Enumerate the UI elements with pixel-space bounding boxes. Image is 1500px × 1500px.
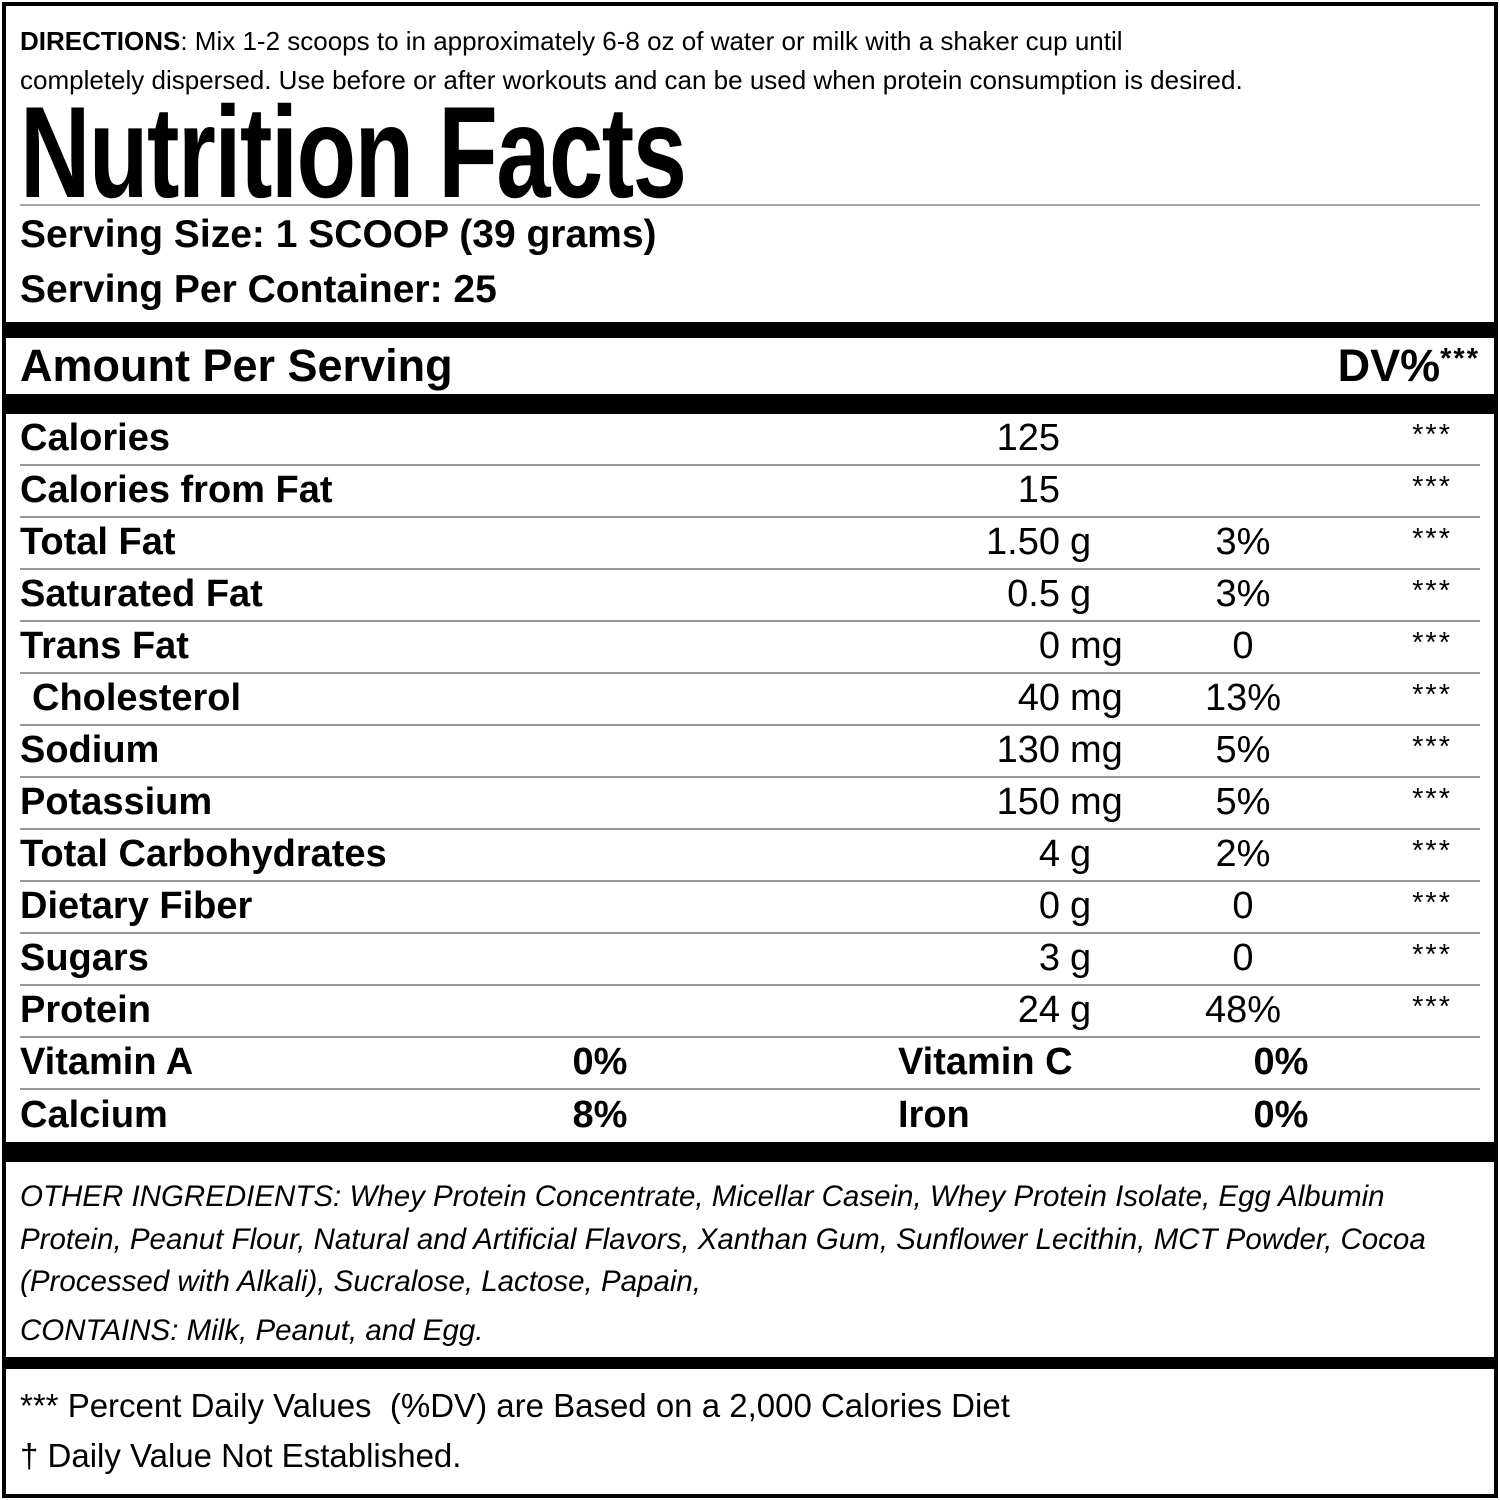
nutrient-amount: 4 [1038,833,1060,876]
dv-header-stars: *** [1440,342,1480,375]
table-row [20,934,1480,986]
nutrient-amount: 125 [996,417,1060,460]
nutrient-stars: *** [1412,938,1452,971]
micronutrient-label: Calcium [20,1094,168,1137]
micronutrient-value: 0% [1253,1094,1309,1137]
nutrient-stars: *** [1412,990,1452,1023]
nutrient-unit: mg [1070,729,1123,772]
thick-bar [6,322,1494,338]
nutrient-label: Saturated Fat [20,573,263,616]
table-row [20,726,1480,778]
panel-title: Nutrition Facts [20,78,686,225]
table-row [20,674,1480,726]
directions-line1: : Mix 1-2 scoops to in approximately 6-8 oz of water or milk with a shaker cup until [180,26,1123,56]
nutrient-amount: 150 [996,781,1060,824]
nutrient-dv: 0 [1232,937,1254,980]
nutrient-dv: 48% [1204,989,1282,1032]
table-row [20,882,1480,934]
nutrient-amount: 0 [1038,885,1060,928]
nutrient-stars: *** [1412,834,1452,867]
table-row [20,414,1480,466]
footnotes [20,1379,1480,1479]
nutrient-dv: 5% [1215,781,1271,824]
nutrient-stars: *** [1412,886,1452,919]
nutrient-amount: 24 [1017,989,1060,1032]
nutrient-stars: *** [1412,782,1452,815]
micronutrient-label: Vitamin A [20,1041,194,1084]
nutrient-amount: 1.50 [986,521,1060,564]
nutrient-unit: mg [1070,781,1123,824]
nutrient-dv: 13% [1204,677,1282,720]
nutrient-stars: *** [1412,418,1452,451]
nutrient-stars: *** [1412,626,1452,659]
nutrient-stars: *** [1412,730,1452,763]
nutrient-unit: g [1070,573,1092,616]
nutrient-stars: *** [1412,574,1452,607]
micronutrient-label: Iron [898,1094,970,1137]
nutrient-label: Potassium [20,781,213,824]
directions-label: DIRECTIONS [20,26,181,56]
micronutrient-value: 0% [572,1041,628,1084]
nutrient-unit: g [1070,937,1092,980]
micronutrient-value: 0% [1253,1041,1309,1084]
dv-header-text: DV% [1337,339,1441,391]
nutrient-label: Sugars [20,937,149,980]
directions-line2: completely dispersed. Use before or after workouts and can be used when protein consumption is desired. [20,65,1243,95]
table-row [20,570,1480,622]
nutrient-table [20,414,1480,1142]
nutrient-label: Trans Fat [20,625,189,668]
nutrient-amount: 0.5 [1007,573,1060,616]
nutrient-dv: 3% [1215,521,1271,564]
thick-bar [6,1357,1494,1369]
nutrient-amount: 40 [1017,677,1060,720]
nutrient-dv: 0 [1232,885,1254,928]
micronutrient-label: Vitamin C [898,1041,1073,1084]
nutrient-unit: g [1070,833,1092,876]
nutrient-stars: *** [1412,678,1452,711]
footnote-dv-basis: *** Percent Daily Values (%DV) are Based on a 2,000 Calories Diet [20,1387,1010,1425]
nutrient-label: Total Carbohydrates [20,833,387,876]
serving-size-line: Serving Size: 1 SCOOP (39 grams) [20,213,657,256]
other-ingredients-text: OTHER INGREDIENTS: Whey Protein Concentrate, Micellar Casein, Whey Protein Isolate, Egg Albumin Protein, Peanut Flour, Natural and Artificial Flavors, Xanthan Gum, Sunflower Lecithin, MCT Powder, Cocoa (Processed with Alkali), Sucralose, Lactose, Papain, [20,1179,1426,1299]
nutrient-stars: *** [1412,522,1452,555]
nutrient-unit: g [1070,521,1092,564]
nutrient-unit: g [1070,989,1092,1032]
nutrient-label: Calories from Fat [20,469,333,512]
micronutrient-row [20,1038,1480,1090]
nutrient-amount: 15 [1017,469,1060,512]
nutrient-label: Dietary Fiber [20,885,253,928]
nutrient-dv: 0 [1232,625,1254,668]
nutrient-label: Total Fat [20,521,176,564]
nutrient-unit: g [1070,885,1092,928]
micronutrient-value: 8% [572,1094,628,1137]
nutrient-label: Calories [20,417,170,460]
nutrient-label: Protein [20,989,151,1032]
nutrient-amount: 3 [1038,937,1060,980]
table-header-row [20,338,1480,394]
nutrient-amount: 0 [1038,625,1060,668]
table-row [20,622,1480,674]
contains-text: CONTAINS: Milk, Peanut, and Egg. [20,1314,484,1348]
footnote-daily-value: † Daily Value Not Established. [20,1437,462,1475]
nutrient-label: Cholesterol [32,677,242,720]
dv-header [1338,340,1480,392]
nutrient-unit: mg [1070,677,1123,720]
servings-per-container-line: Serving Per Container: 25 [20,267,497,311]
table-row [20,986,1480,1038]
nutrient-dv: 2% [1215,833,1271,876]
micronutrient-row [20,1090,1480,1142]
nutrient-stars: *** [1412,470,1452,503]
thick-bar [6,394,1494,414]
table-row [20,466,1480,518]
nutrient-dv: 3% [1215,573,1271,616]
amount-per-serving-header: Amount Per Serving [20,339,453,391]
thick-bar [6,1142,1494,1162]
nutrition-facts-panel [2,2,1498,1498]
table-row [20,778,1480,830]
nutrient-label: Sodium [20,729,160,772]
table-row [20,830,1480,882]
table-row [20,518,1480,570]
nutrient-dv: 5% [1215,729,1271,772]
nutrient-amount: 130 [996,729,1060,772]
nutrient-unit: mg [1070,625,1123,668]
